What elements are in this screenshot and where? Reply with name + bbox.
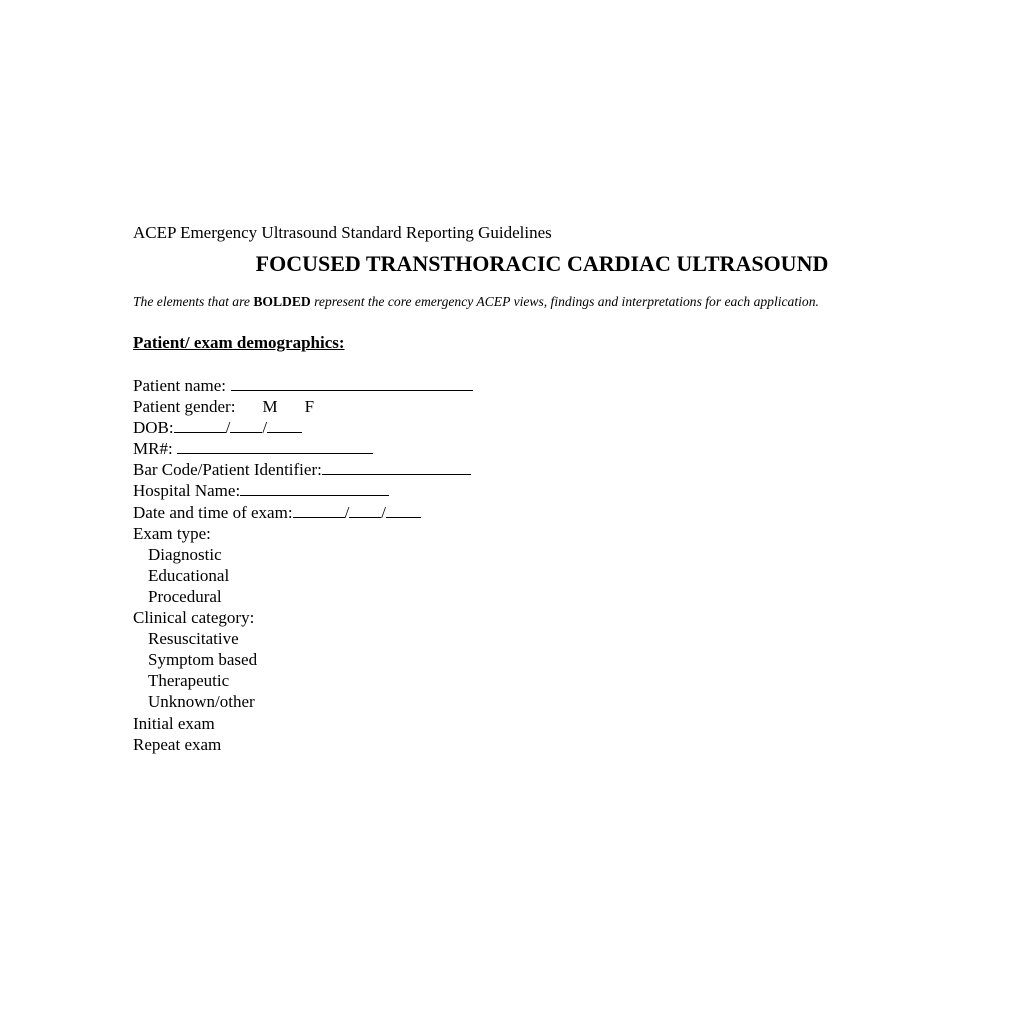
exam-type-option[interactable] — [133, 586, 473, 607]
bar-code-row — [133, 459, 473, 480]
guideline-header: ACEP Emergency Ultrasound Standard Reporting Guidelines — [133, 223, 552, 242]
patient-gender-label: Patient gender: — [133, 397, 236, 417]
exam-type-option-educational[interactable]: Educational — [148, 565, 230, 585]
mr-blank[interactable] — [177, 438, 373, 454]
repeat-exam-row[interactable] — [133, 734, 473, 755]
dob-label: DOB: — [133, 418, 174, 438]
page-title: FOCUSED TRANSTHORACIC CARDIAC ULTRASOUND — [255, 251, 829, 276]
initial-exam-row[interactable] — [133, 713, 473, 734]
mr-row — [133, 438, 473, 459]
clinical-category-option[interactable] — [133, 670, 473, 691]
date-separator: / — [344, 502, 350, 522]
clinical-category-option-resuscitative[interactable]: Resuscitative — [148, 629, 239, 649]
bar-code-blank[interactable] — [322, 459, 471, 475]
exam-date-month-blank[interactable] — [293, 502, 345, 518]
note-suffix: represent the core emergency ACEP views, findings and interpretations for each application. — [310, 294, 819, 309]
bolded-elements-note — [133, 293, 819, 311]
demographics-form — [133, 375, 473, 755]
clinical-category-option-therapeutic[interactable]: Therapeutic — [148, 671, 230, 691]
date-separator: / — [225, 418, 231, 438]
note-prefix: The elements that are — [133, 294, 254, 309]
gender-option-m[interactable]: M — [262, 397, 278, 417]
gender-option-f[interactable]: F — [304, 397, 315, 417]
patient-name-row — [133, 375, 473, 396]
clinical-category-option-symptom-based[interactable]: Symptom based — [148, 650, 258, 670]
dob-year-blank[interactable] — [267, 417, 302, 433]
hospital-name-label: Hospital Name: — [133, 481, 241, 501]
note-bold-word: BOLDED — [253, 294, 311, 309]
dob-month-blank[interactable] — [174, 417, 226, 433]
clinical-category-row — [133, 607, 473, 628]
bar-code-label: Bar Code/Patient Identifier: — [133, 460, 322, 480]
exam-type-option[interactable] — [133, 544, 473, 565]
initial-exam-option[interactable]: Initial exam — [133, 713, 215, 733]
hospital-name-row — [133, 480, 473, 501]
patient-gender-row — [133, 396, 473, 417]
dob-row — [133, 417, 473, 438]
exam-datetime-label: Date and time of exam: — [133, 502, 293, 522]
exam-date-year-blank[interactable] — [386, 502, 421, 518]
exam-type-option-procedural[interactable]: Procedural — [148, 586, 222, 606]
clinical-category-option[interactable] — [133, 628, 473, 649]
exam-datetime-row — [133, 502, 473, 523]
exam-type-label: Exam type: — [133, 523, 211, 543]
exam-date-day-blank[interactable] — [349, 502, 381, 518]
date-separator: / — [262, 418, 268, 438]
exam-type-row — [133, 523, 473, 544]
clinical-category-option[interactable] — [133, 691, 473, 712]
exam-type-option-diagnostic[interactable]: Diagnostic — [148, 544, 222, 564]
dob-day-blank[interactable] — [230, 417, 262, 433]
patient-name-label: Patient name: — [133, 376, 227, 395]
patient-name-blank[interactable] — [231, 375, 473, 391]
exam-type-option[interactable] — [133, 565, 473, 586]
section-heading-demographics: Patient/ exam demographics: — [133, 333, 345, 352]
hospital-name-blank[interactable] — [240, 480, 389, 496]
clinical-category-label: Clinical category: — [133, 608, 255, 628]
mr-label: MR#: — [133, 439, 173, 459]
date-separator: / — [381, 502, 387, 522]
clinical-category-option[interactable] — [133, 649, 473, 670]
repeat-exam-option[interactable]: Repeat exam — [133, 734, 222, 754]
clinical-category-option-unknown-other[interactable]: Unknown/other — [148, 692, 255, 712]
